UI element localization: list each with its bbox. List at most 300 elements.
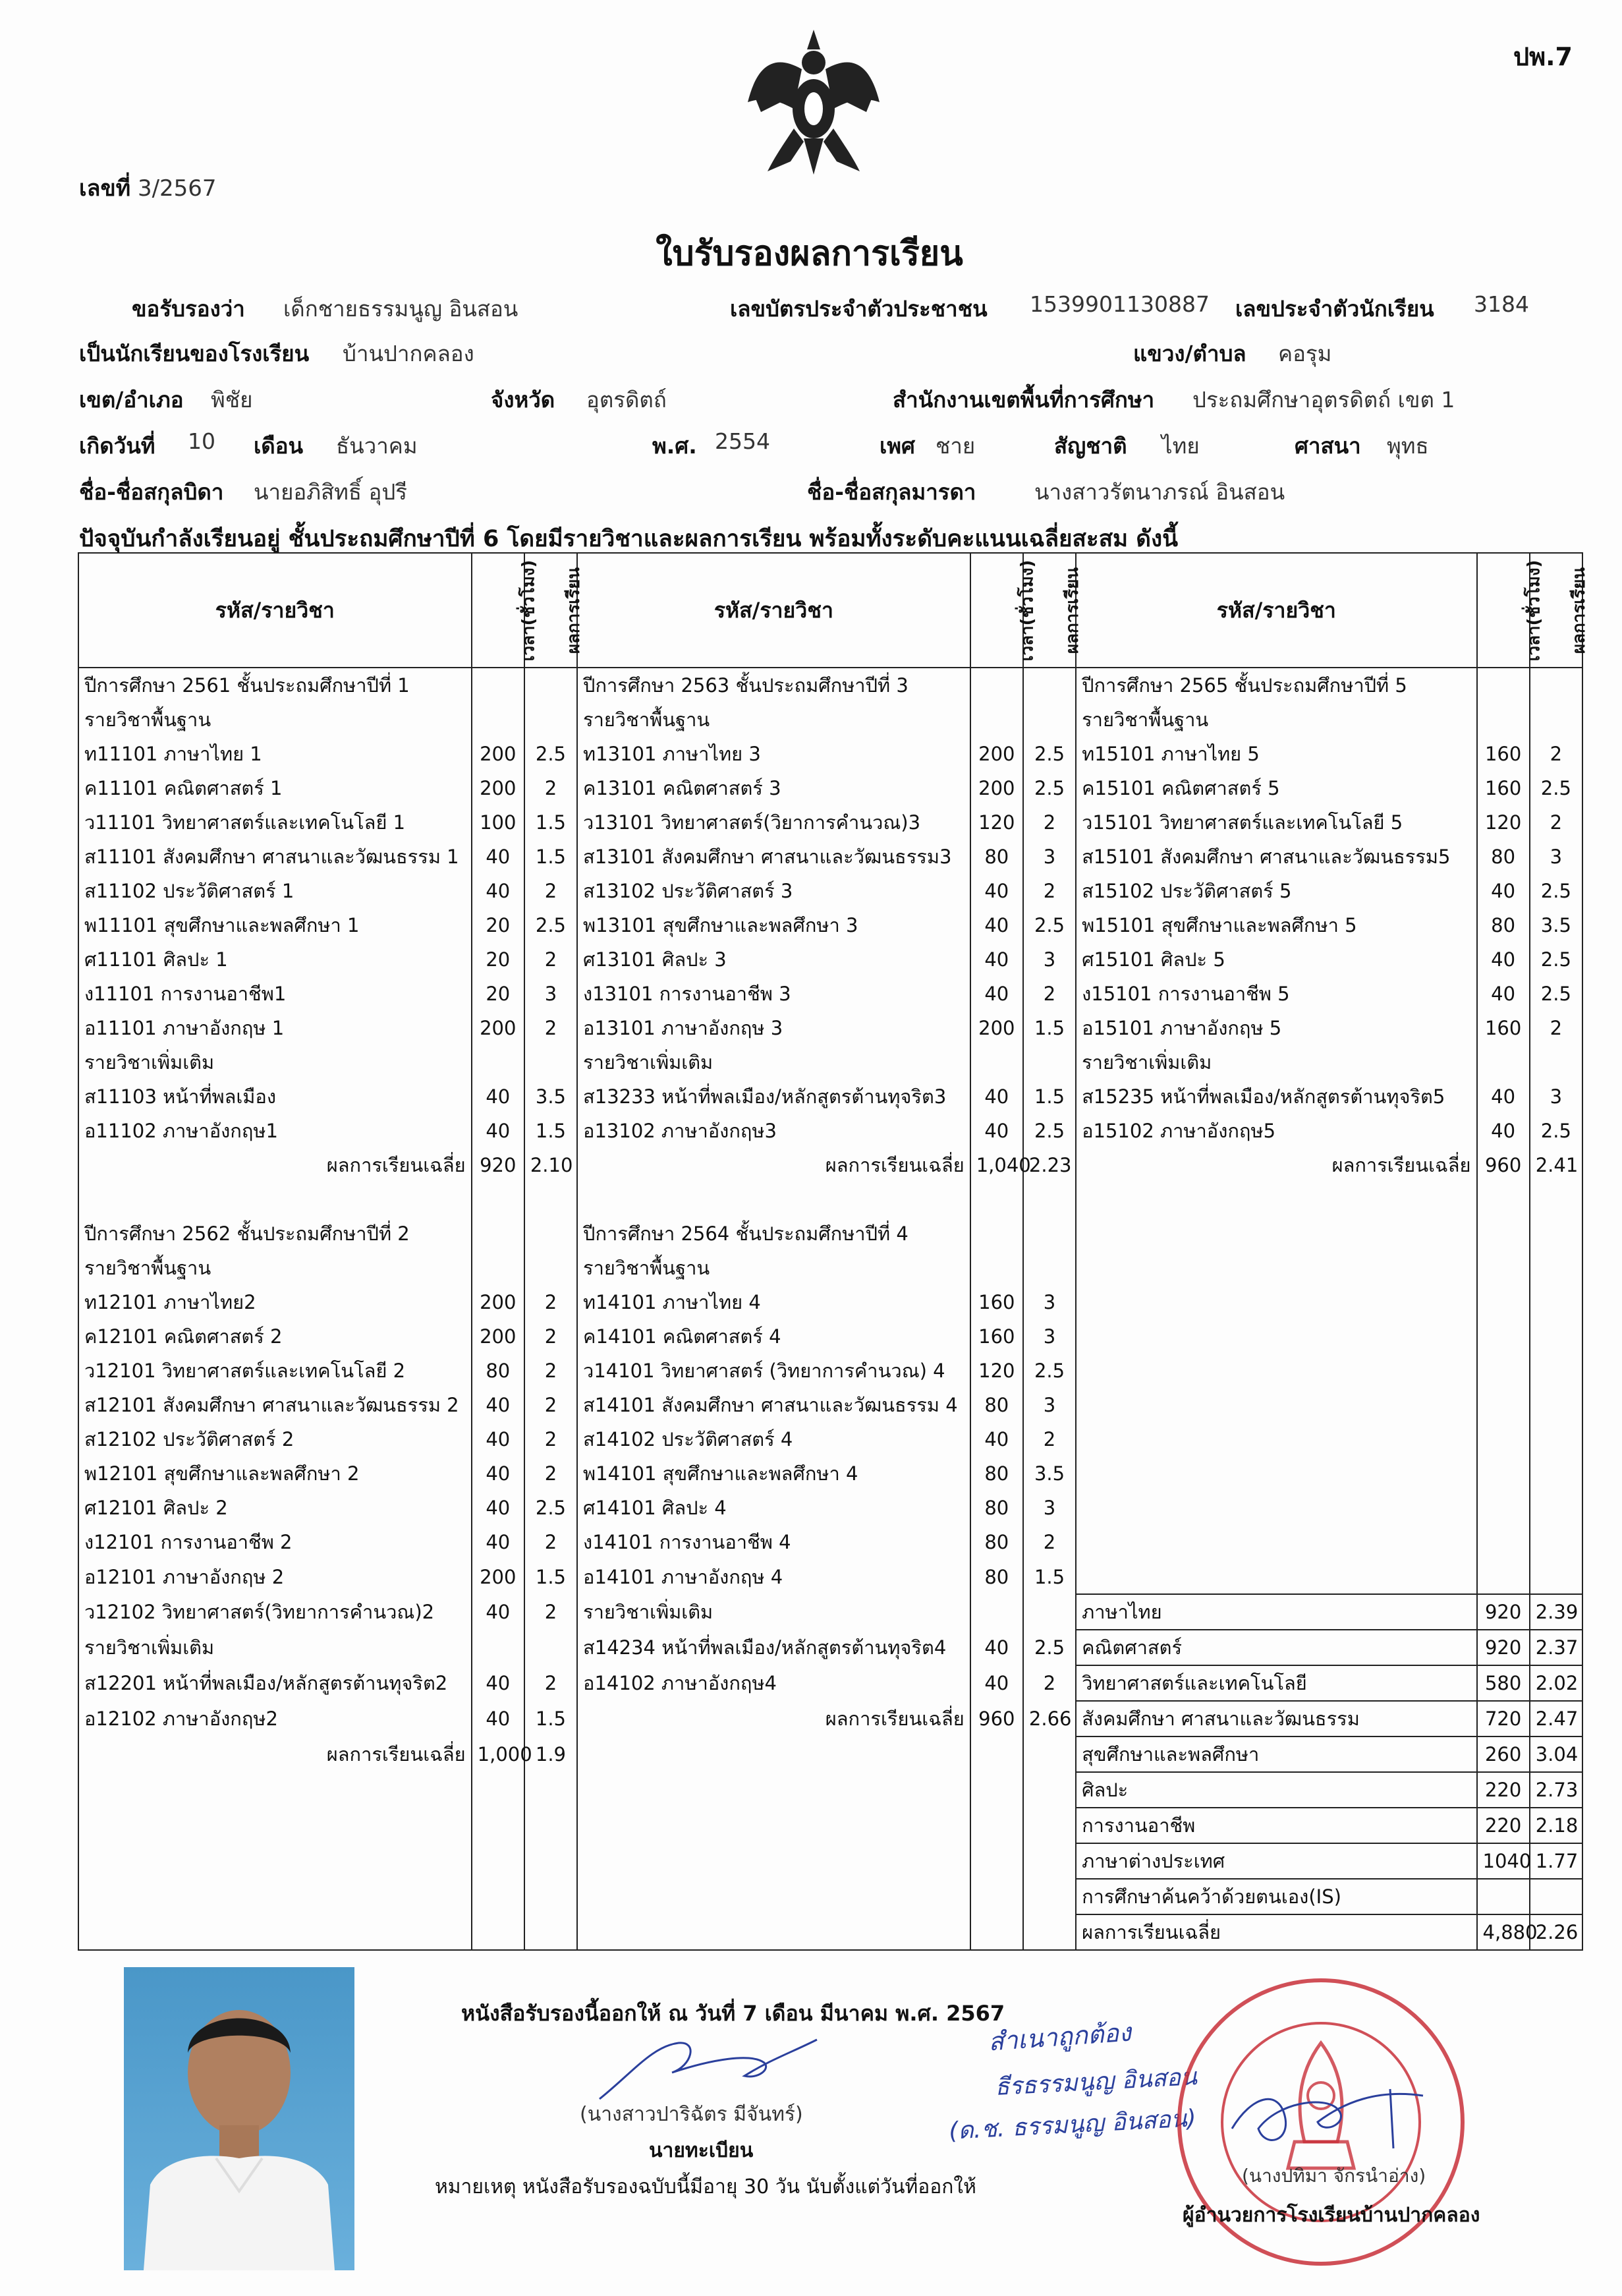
grade-cell xyxy=(1023,1594,1076,1630)
grade-cell xyxy=(524,1045,577,1079)
hours-cell: 200 xyxy=(472,1285,524,1319)
table-row xyxy=(78,1772,1582,1808)
table-row xyxy=(78,908,1582,942)
grade-cell: 2.10 xyxy=(524,1148,577,1182)
grade-cell xyxy=(1023,1736,1076,1772)
grade-cell: 2.5 xyxy=(1023,1114,1076,1148)
school-value: บ้านปากคลอง xyxy=(343,341,474,366)
hours-cell: 40 xyxy=(970,1422,1023,1456)
subject-cell: ผลการเรียนเฉลี่ย xyxy=(577,1148,970,1182)
religion-value: พุทธ xyxy=(1387,433,1429,459)
hours-cell xyxy=(970,668,1023,703)
grade-cell xyxy=(524,1182,577,1217)
subject-cell: อ15101 ภาษาอังกฤษ 5 xyxy=(1076,1011,1476,1045)
hours-cell: 40 xyxy=(472,1456,524,1491)
subject-cell: ว12101 วิทยาศาสตร์และเทคโนโลยี 2 xyxy=(78,1354,472,1388)
hours-cell: 200 xyxy=(472,1319,524,1354)
subject-cell xyxy=(577,1808,970,1843)
grade-cell: 2.5 xyxy=(1530,874,1582,908)
subject-cell: ศ15101 ศิลปะ 5 xyxy=(1076,942,1476,977)
grade-cell xyxy=(1023,1808,1076,1843)
grade-cell xyxy=(1023,1217,1076,1251)
grade-cell xyxy=(524,1251,577,1285)
subject-cell: ส12201 หน้าที่พลเมือง/หลักสูตรต้านทุจริต2 xyxy=(78,1665,472,1701)
table-row xyxy=(78,1422,1582,1456)
table-row xyxy=(78,1148,1582,1182)
subject-cell xyxy=(1076,1388,1476,1422)
grade-cell: 2 xyxy=(1023,1665,1076,1701)
hours-cell: 40 xyxy=(970,1114,1023,1148)
grade-cell: 2.5 xyxy=(524,908,577,942)
subject-cell: ส12102 ประวัติศาสตร์ 2 xyxy=(78,1422,472,1456)
grade-cell: 2.23 xyxy=(1023,1148,1076,1182)
director-title: ผู้อำนวยการโรงเรียนบ้านปากคลอง xyxy=(1183,2204,1480,2227)
sex-value: ชาย xyxy=(936,433,976,459)
hours-cell xyxy=(1477,1879,1530,1914)
hours-cell: 40 xyxy=(970,874,1023,908)
mother-value: นางสาวรัตนาภรณ์ อินสอน xyxy=(1034,479,1285,505)
grade-cell: 1.5 xyxy=(1023,1079,1076,1114)
hours-cell xyxy=(1477,668,1530,703)
subject-cell: ค13101 คณิตศาสตร์ 3 xyxy=(577,771,970,805)
hours-cell: 80 xyxy=(970,1388,1023,1422)
certify-label: ขอรับรองว่า xyxy=(132,296,245,322)
subject-cell: ค11101 คณิตศาสตร์ 1 xyxy=(78,771,472,805)
subject-cell xyxy=(1076,1251,1476,1285)
subject-cell: ง15101 การงานอาชีพ 5 xyxy=(1076,977,1476,1011)
nationality-label: สัญชาติ xyxy=(1054,433,1127,459)
hours-cell xyxy=(970,1182,1023,1217)
hours-cell xyxy=(1477,1045,1530,1079)
table-row xyxy=(78,1114,1582,1148)
subject-cell: ปีการศึกษา 2565 ชั้นประถมศึกษาปีที่ 5 xyxy=(1076,668,1476,703)
grade-cell: 2 xyxy=(524,771,577,805)
grade-cell: 2 xyxy=(524,1594,577,1630)
col-hours-header: เวลา(ชั่วโมง) xyxy=(518,560,539,662)
grade-cell xyxy=(524,1808,577,1843)
hours-cell: 200 xyxy=(970,771,1023,805)
table-row xyxy=(78,840,1582,874)
hours-cell: 40 xyxy=(1477,874,1530,908)
grade-cell: 2.5 xyxy=(1530,771,1582,805)
hours-cell: 20 xyxy=(472,908,524,942)
subject-cell: ปีการศึกษา 2564 ชั้นประถมศึกษาปีที่ 4 xyxy=(577,1217,970,1251)
grade-cell xyxy=(1530,1388,1582,1422)
hours-cell: 200 xyxy=(472,771,524,805)
subdistrict-value: คอรุม xyxy=(1278,341,1332,366)
hours-cell xyxy=(970,703,1023,737)
hours-cell: 40 xyxy=(970,1665,1023,1701)
hours-cell xyxy=(1477,1456,1530,1491)
subject-cell: ง14101 การงานอาชีพ 4 xyxy=(577,1525,970,1559)
col-subject-header: รหัส/รายวิชา xyxy=(577,553,970,668)
province-value: อุตรดิตถ์ xyxy=(586,387,667,413)
grade-cell: 2.5 xyxy=(524,1491,577,1525)
hours-cell: 40 xyxy=(472,1665,524,1701)
grade-cell xyxy=(1530,703,1582,737)
grade-cell xyxy=(1023,1182,1076,1217)
hours-cell: 160 xyxy=(970,1319,1023,1354)
hours-cell: 160 xyxy=(1477,771,1530,805)
table-row xyxy=(78,1559,1582,1594)
father-value: นายอภิสิทธิ์ อุปรี xyxy=(254,479,408,505)
subject-cell: ส12101 สังคมศึกษา ศาสนาและวัฒนธรรม 2 xyxy=(78,1388,472,1422)
hours-cell xyxy=(970,1045,1023,1079)
hours-cell xyxy=(1477,1354,1530,1388)
grade-cell xyxy=(1530,1045,1582,1079)
table-row xyxy=(78,1843,1582,1879)
subject-cell: ศ11101 ศิลปะ 1 xyxy=(78,942,472,977)
subject-cell xyxy=(78,1843,472,1879)
birth-month-label: เดือน xyxy=(254,433,304,459)
hours-cell: 40 xyxy=(472,1422,524,1456)
subject-cell xyxy=(1076,1456,1476,1491)
hours-cell xyxy=(472,703,524,737)
subject-cell: รายวิชาพื้นฐาน xyxy=(78,703,472,737)
hours-cell: 920 xyxy=(472,1148,524,1182)
subject-cell: การศึกษาค้นคว้าด้วยตนเอง(IS) xyxy=(1076,1879,1476,1914)
hours-cell xyxy=(472,1630,524,1665)
subject-cell: ค12101 คณิตศาสตร์ 2 xyxy=(78,1319,472,1354)
grade-cell: 3.04 xyxy=(1530,1736,1582,1772)
grade-cell: 2.5 xyxy=(1530,1114,1582,1148)
grade-cell: 2 xyxy=(1023,805,1076,840)
form-code: ปพ.7 xyxy=(1513,42,1573,71)
subject-cell xyxy=(577,1736,970,1772)
handwriting-line-1: สำเนาถูกต้อง xyxy=(987,2017,1133,2057)
grade-cell xyxy=(1023,1251,1076,1285)
document-title: ใบรับรองผลการเรียน xyxy=(656,234,963,273)
office-value: ประถมศึกษาอุตรดิตถ์ เขต 1 xyxy=(1192,387,1455,413)
school-label: เป็นนักเรียนของโรงเรียน xyxy=(79,341,310,366)
handwriting-line-2: ธีรธรรมนูญ อินสอน xyxy=(994,2063,1198,2101)
hours-cell xyxy=(472,1879,524,1914)
subject-cell: ท15101 ภาษาไทย 5 xyxy=(1076,737,1476,771)
subject-cell: สุขศึกษาและพลศึกษา xyxy=(1076,1736,1476,1772)
subject-cell xyxy=(577,1182,970,1217)
grade-cell: 2.41 xyxy=(1530,1148,1582,1182)
grade-cell: 2 xyxy=(524,1456,577,1491)
grade-cell: 2.5 xyxy=(1023,1354,1076,1388)
subject-cell: ศ12101 ศิลปะ 2 xyxy=(78,1491,472,1525)
grade-cell: 1.5 xyxy=(1023,1559,1076,1594)
grade-cell xyxy=(1023,1879,1076,1914)
hours-cell: 40 xyxy=(472,1079,524,1114)
grade-cell: 1.77 xyxy=(1530,1843,1582,1879)
table-row xyxy=(78,1456,1582,1491)
hours-cell: 120 xyxy=(970,1354,1023,1388)
hours-cell: 120 xyxy=(970,805,1023,840)
hours-cell: 40 xyxy=(472,840,524,874)
table-row xyxy=(78,1285,1582,1319)
hours-cell xyxy=(970,1736,1023,1772)
grade-cell: 3.5 xyxy=(1023,1456,1076,1491)
table-row xyxy=(78,1251,1582,1285)
grade-cell: 1.5 xyxy=(524,840,577,874)
hours-cell xyxy=(472,1217,524,1251)
subject-cell xyxy=(1076,1491,1476,1525)
subject-cell: คณิตศาสตร์ xyxy=(1076,1630,1476,1665)
grade-cell: 1.5 xyxy=(524,1559,577,1594)
registrar-name: (นางสาวปาริฉัตร มีจันทร์) xyxy=(580,2103,803,2126)
subject-cell: ท13101 ภาษาไทย 3 xyxy=(577,737,970,771)
grade-cell: 2.02 xyxy=(1530,1665,1582,1701)
hours-cell: 200 xyxy=(970,1011,1023,1045)
hours-cell: 40 xyxy=(970,977,1023,1011)
subject-cell: ว14101 วิทยาศาสตร์ (วิทยาการคำนวณ) 4 xyxy=(577,1354,970,1388)
hours-cell xyxy=(1477,1182,1530,1217)
grade-cell: 3 xyxy=(1023,1388,1076,1422)
table-row xyxy=(78,1182,1582,1217)
hours-cell xyxy=(970,1808,1023,1843)
grade-cell xyxy=(524,1630,577,1665)
hours-cell xyxy=(472,1772,524,1808)
hours-cell xyxy=(970,1843,1023,1879)
grade-cell xyxy=(1530,1354,1582,1388)
registrar-signature-icon xyxy=(593,2033,843,2106)
hours-cell: 920 xyxy=(1477,1594,1530,1630)
hours-cell: 200 xyxy=(472,1011,524,1045)
subject-cell: พ12101 สุขศึกษาและพลศึกษา 2 xyxy=(78,1456,472,1491)
hours-cell: 920 xyxy=(1477,1630,1530,1665)
hours-cell: 200 xyxy=(970,737,1023,771)
director-name: (นางปทิมา จักรนำอ่าง) xyxy=(1242,2165,1426,2187)
subject-cell: รายวิชาเพิ่มเติม xyxy=(78,1045,472,1079)
hours-cell xyxy=(1477,1525,1530,1559)
grade-cell: 3 xyxy=(1023,1285,1076,1319)
hours-cell: 80 xyxy=(970,1491,1023,1525)
grade-cell: 3 xyxy=(1530,1079,1582,1114)
grade-cell xyxy=(1530,1456,1582,1491)
grade-cell: 2.5 xyxy=(1023,737,1076,771)
hours-cell: 160 xyxy=(970,1285,1023,1319)
grade-cell xyxy=(1530,1217,1582,1251)
hours-cell xyxy=(1477,703,1530,737)
hours-cell: 40 xyxy=(970,1630,1023,1665)
mother-label: ชื่อ-ชื่อสกุลมารดา xyxy=(807,479,976,505)
id-card-label: เลขบัตรประจำตัวประชาชน xyxy=(730,296,988,322)
hours-cell xyxy=(1477,1251,1530,1285)
subject-cell: การงานอาชีพ xyxy=(1076,1808,1476,1843)
hours-cell: 40 xyxy=(472,1491,524,1525)
subject-cell: ส14101 สังคมศึกษา ศาสนาและวัฒนธรรม 4 xyxy=(577,1388,970,1422)
hours-cell: 580 xyxy=(1477,1665,1530,1701)
col-hours-header: เวลา(ชั่วโมง) xyxy=(1523,560,1544,662)
hours-cell: 40 xyxy=(472,1114,524,1148)
subject-cell: ส11103 หน้าที่พลเมือง xyxy=(78,1079,472,1114)
hours-cell: 960 xyxy=(1477,1148,1530,1182)
grade-cell: 2 xyxy=(524,1011,577,1045)
subject-cell: ส14234 หน้าที่พลเมือง/หลักสูตรต้านทุจริต4 xyxy=(577,1630,970,1665)
grade-cell xyxy=(1530,1525,1582,1559)
col-subject-header: รหัส/รายวิชา xyxy=(78,553,472,668)
subject-cell: รายวิชาเพิ่มเติม xyxy=(78,1630,472,1665)
hours-cell: 40 xyxy=(970,908,1023,942)
table-row xyxy=(78,771,1582,805)
grade-cell: 2.47 xyxy=(1530,1701,1582,1736)
subject-cell xyxy=(78,1808,472,1843)
subject-cell xyxy=(78,1914,472,1950)
hours-cell xyxy=(970,1914,1023,1950)
table-row xyxy=(78,977,1582,1011)
hours-cell xyxy=(472,1808,524,1843)
subject-cell xyxy=(1076,1182,1476,1217)
grade-cell: 3.5 xyxy=(524,1079,577,1114)
grade-cell: 3 xyxy=(1023,1319,1076,1354)
hours-cell: 1040 xyxy=(1477,1843,1530,1879)
district-value: พิชัย xyxy=(211,387,253,413)
grade-cell: 2.5 xyxy=(1530,942,1582,977)
grade-cell: 3.5 xyxy=(1530,908,1582,942)
grade-cell xyxy=(1530,1491,1582,1525)
hours-cell xyxy=(1477,1491,1530,1525)
grade-cell: 1.5 xyxy=(524,1114,577,1148)
subject-cell: สังคมศึกษา ศาสนาและวัฒนธรรม xyxy=(1076,1701,1476,1736)
hours-cell xyxy=(1477,1217,1530,1251)
table-row xyxy=(78,1354,1582,1388)
grade-cell: 2 xyxy=(524,1525,577,1559)
subject-cell: ผลการเรียนเฉลี่ย xyxy=(78,1148,472,1182)
subject-cell xyxy=(577,1843,970,1879)
office-label: สำนักงานเขตพื้นที่การศึกษา xyxy=(893,387,1155,413)
hours-cell: 80 xyxy=(970,1559,1023,1594)
table-row xyxy=(78,1701,1582,1736)
hours-cell: 20 xyxy=(472,977,524,1011)
grade-cell: 2.66 xyxy=(1023,1701,1076,1736)
subject-cell: ส11102 ประวัติศาสตร์ 1 xyxy=(78,874,472,908)
table-row xyxy=(78,1914,1582,1950)
grade-cell xyxy=(1023,1045,1076,1079)
grade-cell: 2.37 xyxy=(1530,1630,1582,1665)
grade-cell: 2 xyxy=(1023,1525,1076,1559)
grade-cell: 1.5 xyxy=(524,805,577,840)
subject-cell: ว12102 วิทยาศาสตร์(วิทยาการคำนวณ)2 xyxy=(78,1594,472,1630)
grade-cell xyxy=(1023,1843,1076,1879)
subject-cell: ว11101 วิทยาศาสตร์และเทคโนโลยี 1 xyxy=(78,805,472,840)
hours-cell: 1,040 xyxy=(970,1148,1023,1182)
subject-cell: ปีการศึกษา 2561 ชั้นประถมศึกษาปีที่ 1 xyxy=(78,668,472,703)
subject-cell xyxy=(78,1182,472,1217)
hours-cell xyxy=(1477,1422,1530,1456)
subject-cell: ปีการศึกษา 2562 ชั้นประถมศึกษาปีที่ 2 xyxy=(78,1217,472,1251)
subject-cell: รายวิชาพื้นฐาน xyxy=(577,703,970,737)
document-number xyxy=(79,170,217,206)
subject-cell: อ13102 ภาษาอังกฤษ3 xyxy=(577,1114,970,1148)
hours-cell: 80 xyxy=(970,1525,1023,1559)
table-row xyxy=(78,1011,1582,1045)
grade-cell xyxy=(524,668,577,703)
hours-cell xyxy=(472,1914,524,1950)
subject-cell xyxy=(1076,1354,1476,1388)
grade-cell xyxy=(524,1843,577,1879)
registrar-title: นายทะเบียน xyxy=(649,2139,754,2162)
hours-cell xyxy=(970,1217,1023,1251)
issue-statement: หนังสือรับรองนี้ออกให้ ณ วันที่ 7 เดือน มีนาคม พ.ศ. 2567 xyxy=(461,2001,1005,2026)
grade-cell xyxy=(1023,1914,1076,1950)
grade-cell: 2.5 xyxy=(524,737,577,771)
hours-cell xyxy=(1477,1319,1530,1354)
table-row xyxy=(78,1665,1582,1701)
table-row xyxy=(78,942,1582,977)
hours-cell: 80 xyxy=(472,1354,524,1388)
hours-cell xyxy=(1477,1285,1530,1319)
grade-cell xyxy=(1023,703,1076,737)
grade-cell xyxy=(1530,1879,1582,1914)
subject-cell: ส13101 สังคมศึกษา ศาสนาและวัฒนธรรม3 xyxy=(577,840,970,874)
subdistrict-label: แขวง/ตำบล xyxy=(1133,341,1246,366)
grade-cell: 2.39 xyxy=(1530,1594,1582,1630)
col-grade-header: ผลการเรียน xyxy=(1569,567,1589,654)
grade-cell: 2 xyxy=(1023,977,1076,1011)
grade-cell: 2.5 xyxy=(1530,977,1582,1011)
intro-statement: ปัจจุบันกำลังเรียนอยู่ ชั้นประถมศึกษาปีที่ 6 โดยมีรายวิชาและผลการเรียน พร้อมทั้งระดับคะแนนเฉลี่ยสะสม ดังนี้ xyxy=(79,526,1179,552)
subject-cell: รายวิชาพื้นฐาน xyxy=(577,1251,970,1285)
table-row xyxy=(78,1808,1582,1843)
subject-cell: ส15101 สังคมศึกษา ศาสนาและวัฒนธรรม5 xyxy=(1076,840,1476,874)
hours-cell xyxy=(472,1182,524,1217)
hours-cell: 40 xyxy=(472,1594,524,1630)
validity-note: หมายเหตุ หนังสือรับรองฉบับนี้มีอายุ 30 วัน นับตั้งแต่วันที่ออกให้ xyxy=(435,2175,976,2198)
subject-cell xyxy=(1076,1217,1476,1251)
subject-cell xyxy=(78,1772,472,1808)
subject-cell: ว13101 วิทยาศาสตร์(วิยาการคำนวณ)3 xyxy=(577,805,970,840)
table-row xyxy=(78,1630,1582,1665)
grade-cell: 2 xyxy=(524,1285,577,1319)
grade-cell xyxy=(524,1879,577,1914)
hours-cell: 40 xyxy=(970,942,1023,977)
grade-cell: 2 xyxy=(1023,1422,1076,1456)
subject-cell: วิทยาศาสตร์และเทคโนโลยี xyxy=(1076,1665,1476,1701)
grade-cell: 3 xyxy=(1023,942,1076,977)
hours-cell xyxy=(472,668,524,703)
table-row xyxy=(78,1045,1582,1079)
hours-cell: 220 xyxy=(1477,1808,1530,1843)
birth-day-value: 10 xyxy=(188,428,215,454)
table-row xyxy=(78,1491,1582,1525)
subject-cell: ง11101 การงานอาชีพ1 xyxy=(78,977,472,1011)
hours-cell xyxy=(1477,1559,1530,1594)
doc-no-value: 3/2567 xyxy=(137,175,217,202)
table-row xyxy=(78,1736,1582,1772)
grade-cell: 2 xyxy=(524,1422,577,1456)
hours-cell xyxy=(970,1879,1023,1914)
grade-cell: 2 xyxy=(1023,874,1076,908)
grade-cell xyxy=(1023,668,1076,703)
grade-cell: 1.5 xyxy=(1023,1011,1076,1045)
subject-cell: ปีการศึกษา 2563 ชั้นประถมศึกษาปีที่ 3 xyxy=(577,668,970,703)
hours-cell: 200 xyxy=(472,737,524,771)
grade-cell: 2 xyxy=(524,874,577,908)
birth-day-label: เกิดวันที่ xyxy=(79,433,155,459)
col-subject-header: รหัส/รายวิชา xyxy=(1076,553,1476,668)
doc-no-label: เลขที่ xyxy=(79,175,131,202)
col-grade-header: ผลการเรียน xyxy=(564,567,584,654)
subject-cell: อ11101 ภาษาอังกฤษ 1 xyxy=(78,1011,472,1045)
hours-cell xyxy=(472,1045,524,1079)
subject-cell: รายวิชาเพิ่มเติม xyxy=(577,1594,970,1630)
grade-cell: 2 xyxy=(524,1354,577,1388)
grade-cell: 2 xyxy=(1530,1011,1582,1045)
subject-cell: ศิลปะ xyxy=(1076,1772,1476,1808)
grade-cell xyxy=(1530,668,1582,703)
hours-cell: 1,000 xyxy=(472,1736,524,1772)
subject-cell: รายวิชาพื้นฐาน xyxy=(78,1251,472,1285)
subject-cell: ส13233 หน้าที่พลเมือง/หลักสูตรต้านทุจริต3 xyxy=(577,1079,970,1114)
subject-cell: ง12101 การงานอาชีพ 2 xyxy=(78,1525,472,1559)
hours-cell: 40 xyxy=(1477,942,1530,977)
table-row xyxy=(78,668,1582,703)
table-row xyxy=(78,737,1582,771)
